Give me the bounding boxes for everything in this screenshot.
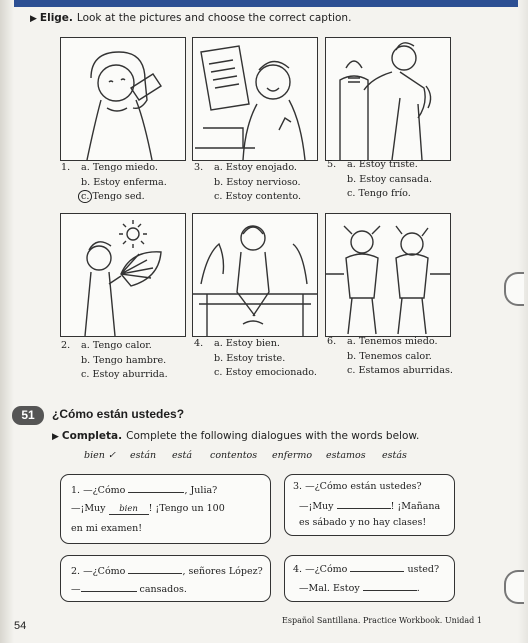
word-estan: están (130, 450, 157, 461)
page-curl-2 (504, 570, 524, 604)
item-3-option-c[interactable]: c. Estoy contento. (214, 191, 302, 203)
page-edge (518, 0, 528, 643)
elige-instruction: ▶ Elige. Look at the pictures and choose the correct caption. (30, 12, 352, 24)
word-bien: bien ✓ (84, 450, 116, 461)
dialogue-2-line-1: 2. —¿Cómo , señores López? (71, 566, 263, 577)
item-4-option-c[interactable]: c. Estoy emocionado. (214, 367, 317, 379)
item-1-option-a[interactable]: a. Tengo miedo. (81, 162, 158, 173)
item-2-option-a[interactable]: a. Tengo calor. (81, 340, 152, 351)
dialogue-4-line-1: 4. —¿Cómo usted? (293, 564, 440, 575)
dialogue-4-blank-1[interactable] (350, 562, 404, 572)
dialogue-3-line-3: es sábado y no hay clases! (299, 517, 427, 528)
word-estamos: estamos (326, 450, 366, 461)
item-4-option-b[interactable]: b. Estoy triste. (214, 352, 286, 364)
item-3-option-b[interactable]: b. Estoy nervioso. (214, 176, 301, 188)
item-5-option-b[interactable]: b. Estoy cansada. (347, 173, 433, 185)
dialogue-2-line-2: — cansados. (71, 584, 187, 595)
dialogue-1-line-2: —¡Muy bien ! ¡Tengo un 100 (71, 503, 225, 514)
dialogue-1-blank-2[interactable]: bien (109, 504, 149, 515)
page-number: 54 (14, 620, 27, 632)
item-4-option-a[interactable]: a. Estoy bien. (214, 338, 280, 349)
item-3-option-a[interactable]: a. Estoy enojado. (214, 162, 297, 173)
word-contentos: contentos (210, 450, 258, 461)
page-binding-shadow (0, 0, 14, 643)
item-1-option-b[interactable]: b. Estoy enferma. (81, 176, 167, 188)
circled-answer: c. (78, 190, 92, 203)
item-1-option-c[interactable] (81, 190, 167, 205)
item-4-options: 4. a. Estoy bien. b. Estoy triste. c. Estoy emocionado. (194, 337, 317, 381)
word-enfermo: enfermo (272, 450, 313, 461)
item-2-option-b[interactable]: b. Tengo hambre. (81, 354, 167, 366)
dialogue-2-blank-2[interactable] (81, 582, 137, 592)
dialogue-box-1 (60, 474, 271, 544)
item-6-options: 6. a. Tenemos miedo. b. Tenemos calor. c. Estamos aburridas. (327, 335, 453, 379)
picture-2-woman-with-fan (60, 213, 186, 337)
picture-3-boy-with-exam (192, 37, 318, 161)
dialogue-1-blank-1[interactable] (128, 483, 184, 493)
dialogue-box-3 (284, 474, 455, 536)
picture-4-sad-boy-on-bench (192, 213, 318, 337)
dialogue-box-2 (60, 555, 271, 602)
item-5-option-c[interactable]: c. Tengo frío. (347, 188, 411, 200)
page-curl-1 (504, 272, 524, 306)
picture-6-scared-girls (325, 213, 451, 337)
dialogue-3-line-1: 3. —¿Cómo están ustedes? (293, 481, 422, 492)
footer-credit: Español Santillana. Practice Workbook. Unidad 1 (282, 616, 482, 625)
section-title: ¿Cómo están ustedes? (52, 407, 185, 421)
item-1-options: 1. a. Tengo miedo. b. Estoy enferma. c. Tengo sed. (61, 161, 167, 205)
item-2-options: 2. a. Tengo calor. b. Tengo hambre. c. Estoy aburrida. (61, 339, 168, 383)
dialogue-2-blank-1[interactable] (128, 564, 182, 574)
word-esta: está (172, 450, 192, 461)
picture-1-drinking-girl (60, 37, 186, 161)
dialogue-4-blank-2[interactable] (363, 581, 417, 591)
word-estas: estás (382, 450, 407, 461)
item-1-option-c-text: Tengo sed. (92, 191, 145, 203)
item-2-option-c[interactable]: c. Estoy aburrida. (81, 369, 168, 381)
dialogue-1-line-3: en mi examen! (71, 523, 143, 534)
dialogue-3-blank[interactable] (337, 499, 391, 509)
dialogue-box-4 (284, 555, 455, 602)
item-5-options: 5. a. Estoy triste. b. Estoy cansada. c. Tengo frío. (327, 158, 432, 202)
item-5-option-a[interactable]: a. Estoy triste. (347, 159, 418, 170)
dialogue-4-line-2: —Mal. Estoy . (299, 583, 420, 594)
item-6-option-c[interactable]: c. Estamos aburridas. (347, 365, 453, 377)
top-color-bar (0, 0, 528, 7)
triangle-bullet-icon: ▶ (30, 14, 37, 24)
dialogue-1-line-1: 1. —¿Cómo , Julia? (71, 485, 218, 496)
completa-instruction: ▶ Completa. Complete the following dialogues with the words below. (52, 430, 420, 442)
item-3-options: 3. a. Estoy enojado. b. Estoy nervioso. c. Estoy contento. (194, 161, 301, 205)
section-number-badge: 51 (12, 406, 44, 425)
item-6-option-b[interactable]: b. Tenemos calor. (347, 350, 432, 362)
dialogue-3-line-2: —¡Muy ! ¡Mañana (299, 501, 441, 512)
triangle-bullet-icon: ▶ (52, 432, 59, 442)
picture-5-tired-woman (325, 37, 451, 161)
item-6-option-a[interactable]: a. Tenemos miedo. (347, 336, 438, 347)
